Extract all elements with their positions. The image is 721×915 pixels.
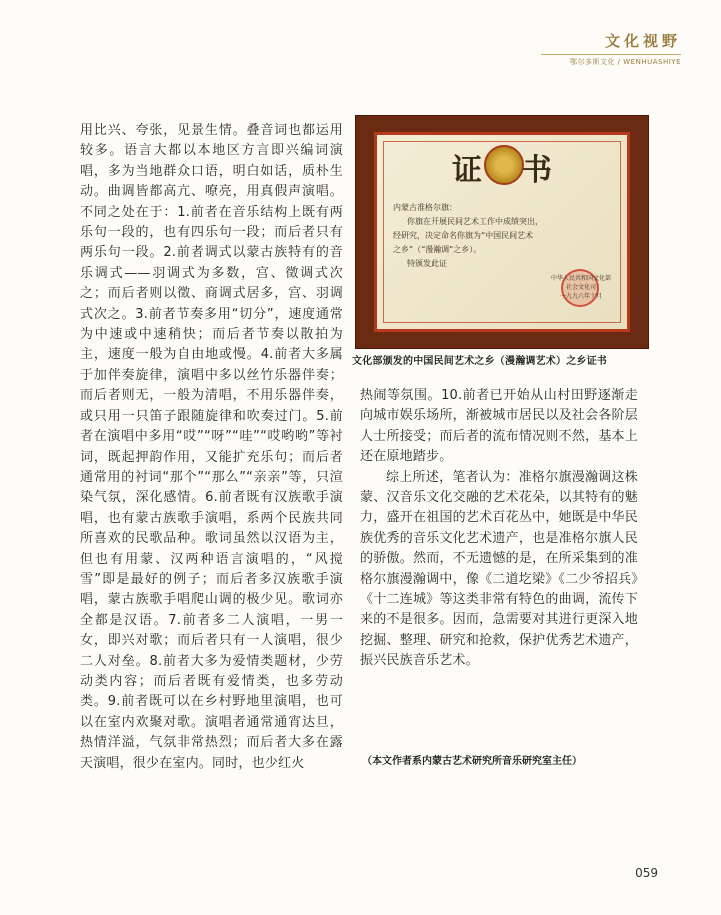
author-note: （本文作者系内蒙古艺术研究所音乐研究室主任） (362, 756, 582, 767)
section-header (541, 30, 681, 67)
certificate-text (393, 201, 613, 271)
section-subtitle: 鄂尔多斯文化 / WENHUASHIYE (541, 54, 681, 67)
certificate-issuer (551, 274, 611, 301)
left-paragraph: 用比兴、夸张，见景生情。叠音词也都运用较多。语言大都以本地区方言即兴编词演唱，多为当地群众口语，明白如话，质朴生动。曲调皆都高亢、嘹亮，用真假声演唱。不同之处在于：1.前者在音乐结构上既有两乐句一段的，也有四乐句一段；而后者只有两乐句一段。2.前者调式以蒙古族特有的音乐调式——羽调式为多数，宫、徵调式次之；而后者则以徵、商调式居多，宫、羽调式次之。3.前者节奏多用“切分”，速度通常为中速或中速稍快；而后者节奏以散拍为主，速度一般为自由地或慢。4.前者大多属于加伴奏旋律，演唱中多以丝竹乐器伴奏；而后者则无，一般为清唱，不用乐器伴奏，或只用一只笛子跟随旋律和吹奏过门。5.前者在演唱中多用“哎”“呀”“哇”“哎哟哟”等衬词，既起押韵作用，又能扩充乐句；而后者通常用的衬词“那个”“那么”“亲亲”等，只渲染气氛，深化感情。6.前者既有汉族歌手演唱，也有蒙古族歌手演唱，系两个民族共同所喜欢的民歌品种。歌词虽然以汉语为主，但也有用蒙、汉两种语言演唱的，“风搅雪”即是最好的例子；而后者多汉族歌手演唱，蒙古族歌手唱爬山调的极少见。歌词亦全都是汉语。7.前者多二人演唱，一男一女，即兴对歌；而后者只有一人演唱，很少二人对垒。8.前者大多为爱情类题材，少劳动类内容；而后者既有爱情类，也多劳动类。9.前者既可以在乡村野地里演唱，也可以在室内欢聚对歌。演唱者通常通宵达旦，热情洋溢，气氛非常热烈；而后者大多在露天演唱，很少在室内。同时，也少红火 (80, 123, 343, 771)
certificate-title: 证书 (452, 153, 592, 188)
certificate-line: 内蒙古准格尔旗： (393, 203, 457, 212)
right-column (360, 386, 638, 672)
right-paragraph: 综上所述，笔者认为：准格尔旗漫瀚调这株蒙、汉音乐文化交融的艺术花朵，以其特有的魅力，盛开在祖国的艺术百花丛中，她既是中华民族优秀的音乐文化艺术遗产，也是准格尔旗人民的骄傲。然而，不无遗憾的是，在所采集到的准格尔旗漫瀚调中，像《二道圪梁》《二少爷招兵》《十二连城》等这类非常有特色的曲调，流传下来的不是很多。因而，急需要对其进行更深入地挖掘、整理、研究和抢救，保护优秀艺术遗产，振兴民族音乐艺术。 (360, 469, 638, 669)
left-column (80, 121, 343, 774)
issuer-line: 中华人民共和国文化部 (550, 275, 611, 282)
section-title: 文化视野 (604, 32, 681, 50)
certificate-line: 你旗在开展民间艺术工作中成绩突出， (407, 217, 543, 226)
issuer-line: 社会文化司 (565, 284, 596, 291)
certificate (374, 132, 630, 332)
photo-caption: 文化部颁发的中国民间艺术之乡（漫瀚调艺术）之乡证书 (352, 356, 607, 367)
issuer-line: 一九九六年十月 (559, 293, 602, 300)
page-number: 059 (635, 866, 658, 880)
certificate-line: 之乡”（“漫瀚调”之乡）。 (393, 245, 482, 254)
certificate-photo (356, 116, 648, 348)
certificate-line: 经研究，决定命名你旗为“中国民间艺术 (393, 231, 534, 240)
right-paragraph: 热闹等氛围。10.前者已开始从山村田野逐渐走向城市娱乐场所，渐被城市居民以及社会各阶层人士所接受；而后者的流布情况则不然，基本上还在原地踏步。 (360, 388, 638, 465)
certificate-line: 特颁发此证 (407, 259, 447, 268)
